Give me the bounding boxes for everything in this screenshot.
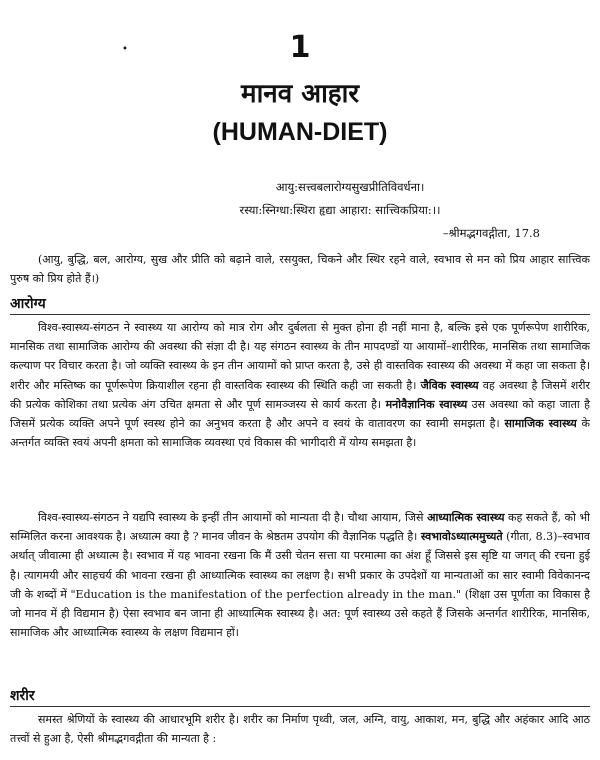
chapter-number: 1 — [289, 30, 311, 65]
verse-source: –श्रीमद्भगवद्गीता, 17.8 — [442, 226, 540, 240]
section-divider — [10, 706, 590, 707]
verse-line-1: आयु:सत्त्वबलारोग्यसुखप्रीतिविवर्धना। — [275, 180, 425, 194]
verse-translation: (आयु, बुद्धि, बल, आरोग्य, सुख और प्रीति को बढ़ाने वाले, रसयुक्त, चिकने और स्थिर रहने वाले, स्वभाव से मन को प्रिय आहार सात्त्विक पुरुष को प्रिय होते हैं।) — [10, 253, 590, 286]
verse-line-2: रस्या:स्निग्धा:स्थिरा हृद्या आहारा: सात्त्विकप्रिया:।। — [239, 203, 441, 217]
chapter-title-english: (HUMAN-DIET) — [212, 118, 388, 146]
section-heading-arogya: आरोग्य — [10, 296, 46, 312]
paragraph-health-dimensions: विश्व-स्वास्थ्य-संगठन ने स्वास्थ्य या आरोग्य को मात्र रोग और दुर्बलता से मुक्त होना ही नहीं माना है, बल्कि इसे एक पूर्णरूपेण शारीरिक, मानसिक तथा सामाजिक आरोग्य की अवस्था की संज्ञा दी है। यह संगठन स्वास्थ्य के तीन मापदण्डों या आयामों–शारीरिक, मानसिक तथा सामाजिक कल्याण पर विचार करता है। जो व्यक्ति स्वास्थ्य के इन तीन आयामों को प्राप्त करता है, उसे ही वास्तविक स्वास्थ्य की अवस्था में कहा जा सकता है। शरीर और मस्तिष्क का पूर्णरूपेण क्रियाशील रहना ही वास्तविक स्वास्थ्य की स्थिति कही जा सकती है। जैविक स्वास्थ्य वह अवस्था है जिसमें शरीर की प्रत्येक कोशिका तथा प्रत्येक अंग उचित क्षमता से और पूर्ण सामञ्जस्य से कार्य करता है। मनोवैज्ञानिक स्वास्थ्य उस अवस्था को कहा जाता है जिसमें प्रत्येक व्यक्ति अपने पूर्ण स्वस्थ होने का अनुभव करता है और अपने व स्वयं के वातावरण का स्वामी समझता है। सामाजिक स्वास्थ्य के अन्तर्गत व्यक्ति स्वयं अपनी क्षमता को सामाजिक व्यवस्था एवं विकास की भागीदारी में योग्य समझता है। — [10, 321, 591, 450]
page-speck: • — [122, 44, 128, 55]
section-heading-sharir: शरीर — [10, 688, 35, 704]
paragraph-spiritual-health: विश्व-स्वास्थ्य-संगठन ने यद्यपि स्वास्थ्य के इन्हीं तीन आयामों को मान्यता दी है। चौथा आयाम, जिसे आध्यात्मिक स्वास्थ्य कह सकते हैं, को भी सम्मिलित करना आवश्यक है। अध्यात्म क्या है ? मानव जीवन के श्रेष्ठतम उपयोग की वैज्ञानिक पद्धति है। स्वभावोऽध्यात्ममुच्यते (गीता, 8.3)–स्वभाव अर्थात् जीवात्मा ही अध्यात्म है। स्वभाव में यह भावना रखना कि मैं उसी चेतन सत्ता या परमात्मा का अंश हूँ जिससे इस सृष्टि या जगत् की रचना हुई है। त्यागमयी और साहचर्य की भावना रखना ही आध्यात्मिक स्वास्थ्य का लक्षण है। सभी प्रकार के उपदेशों या मान्यताओं का सार स्वामी विवेकानन्द जी के शब्दों में "Education is the manifestation of the perfection already in the man." (शिक्षा उस पूर्णता का विकास है जो मानव में ही विद्यमान है) ऐसा स्वभाव बन जाना ही आध्यात्मिक स्वास्थ्य है। अत: पूर्ण स्वास्थ्य उसे कहते हैं जिसके अन्तर्गत शारीरिक, मानसिक, सामाजिक और आध्यात्मिक स्वास्थ्य के लक्षण विद्यमान हों। — [10, 511, 591, 640]
chapter-title-hindi: मानव आहार — [241, 79, 359, 109]
section-divider — [10, 314, 590, 315]
paragraph-body: समस्त श्रेणियों के स्वास्थ्य की आधारभूमि शरीर है। शरीर का निर्माण पृथ्वी, जल, अग्नि, वायु, आकाश, मन, बुद्धि और अहंकार आदि आठ तत्त्वों से हुआ है, ऐसी श्रीमद्भगवद्गीता की मान्यता है : — [10, 713, 590, 746]
